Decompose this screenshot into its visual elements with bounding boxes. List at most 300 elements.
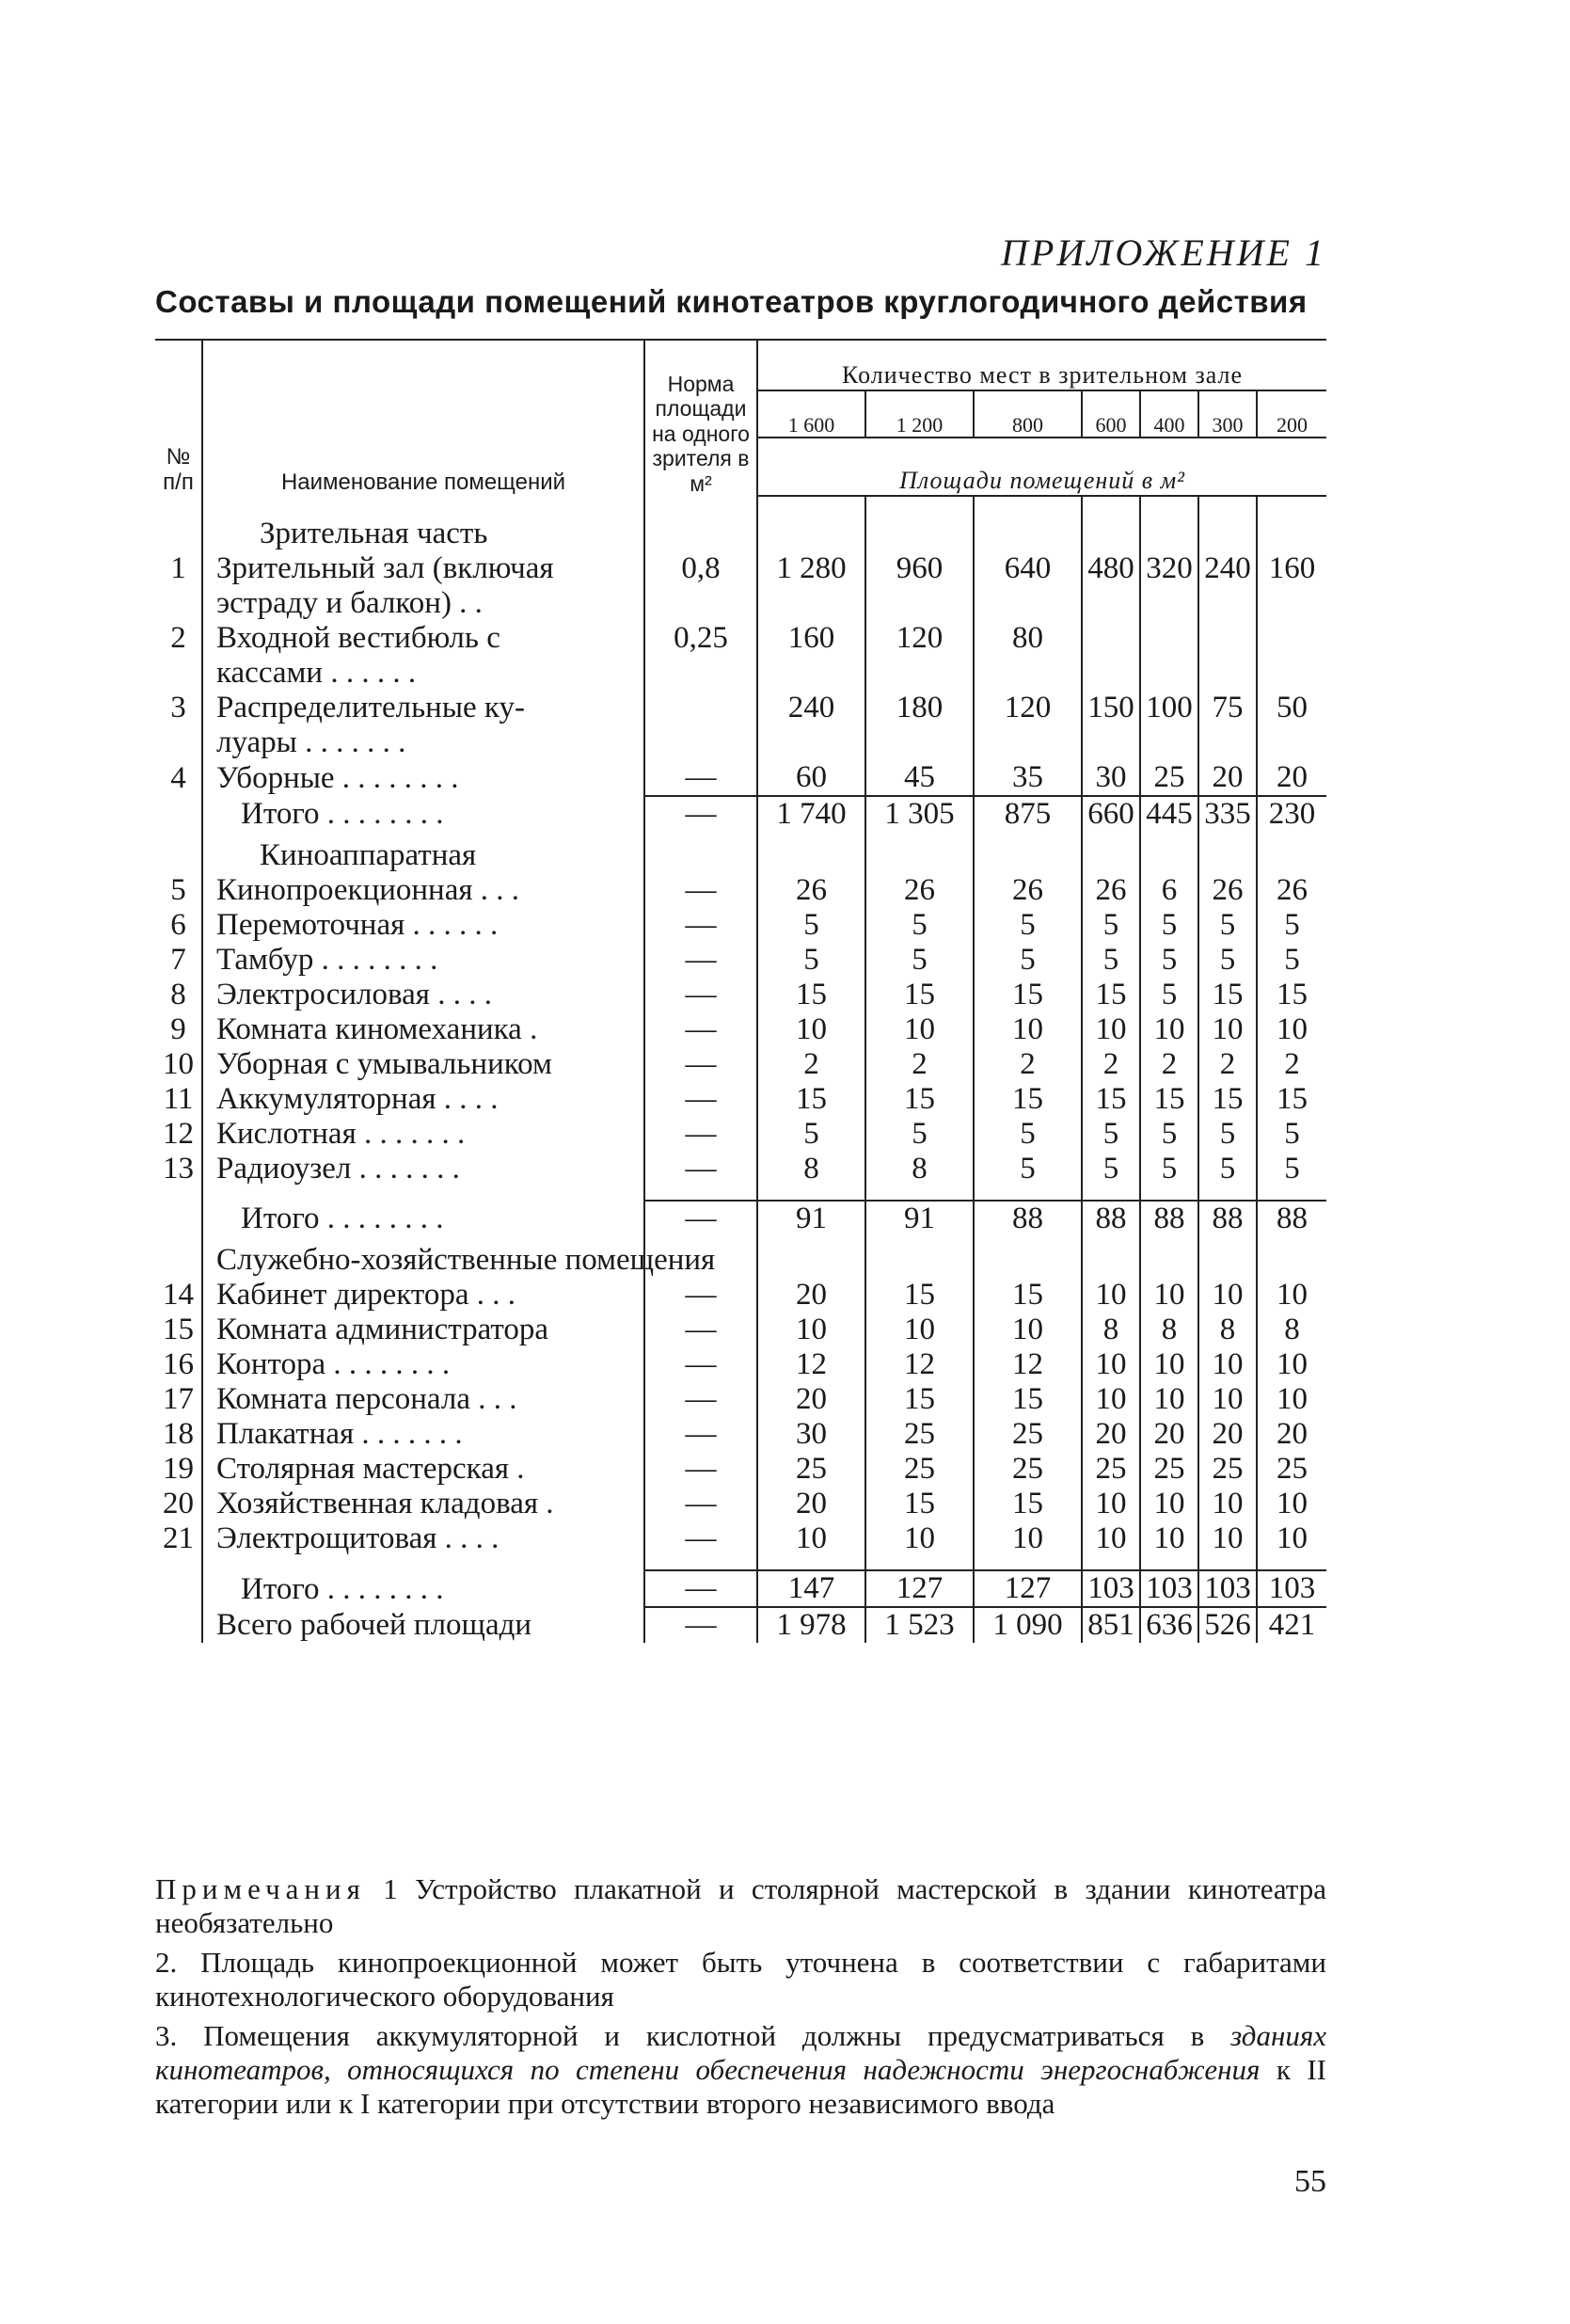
row-value: 103 [1140,1570,1198,1607]
row-name: Контора . . . . . . . . [202,1347,644,1382]
row-norm: — [644,1278,757,1313]
row-value: 10 [1140,1521,1198,1556]
row-num: 8 [155,978,202,1012]
row-value: 526 [1198,1607,1257,1643]
row-value: 10 [1082,1347,1140,1382]
row-num [155,832,202,873]
row-norm: — [644,1012,757,1047]
row-value: 26 [757,873,865,908]
row-value [1198,510,1257,551]
row-value: 230 [1257,796,1326,832]
row-value: 103 [1198,1570,1257,1607]
row-value: 10 [757,1313,865,1347]
row-value: 15 [757,978,865,1012]
row-num [155,1570,202,1607]
row-value [1140,1186,1198,1201]
row-num: 21 [155,1521,202,1556]
row-norm [644,691,757,725]
row-value [1082,1556,1140,1570]
row-value [1198,1186,1257,1201]
row-value: 10 [1198,1521,1257,1556]
table-row [155,1521,1326,1556]
row-name: Распределительные ку- [202,691,644,725]
row-norm [644,1186,757,1201]
note-2: 2. Площадь кинопроекционной может быть уточнена в соответствии с габаритами кинотехнологического оборудования [155,1946,1326,2013]
row-value: 240 [757,691,865,725]
row-value: 5 [1082,943,1140,978]
row-value [1257,832,1326,873]
row-value [974,586,1082,621]
table-row [155,1082,1326,1117]
row-value [974,1556,1082,1570]
row-value: 5 [1198,1152,1257,1186]
row-value [1198,725,1257,760]
row-value [865,1236,974,1278]
row-num: 3 [155,691,202,725]
row-value [974,1186,1082,1201]
row-num [155,586,202,621]
row-norm: — [644,1382,757,1417]
row-value: 15 [865,1487,974,1521]
row-name [202,1556,644,1570]
row-num: 13 [155,1152,202,1186]
row-num [155,796,202,832]
row-value [865,725,974,760]
row-norm: — [644,1152,757,1186]
notes-label: Примечания [155,1872,366,1905]
row-value [974,496,1082,510]
row-value: 421 [1257,1607,1326,1643]
row-name-continued: эстраду и балкон) . . [202,586,644,621]
row-name: Хозяйственная кладовая . [202,1487,644,1521]
row-value: 5 [1140,978,1198,1012]
row-norm: — [644,760,757,796]
row-norm: — [644,1201,757,1236]
row-value [757,1556,865,1570]
header-num: № п/п [155,340,202,496]
row-value: 160 [1268,551,1316,585]
row-value: 15 [974,1278,1082,1313]
row-norm: 0,8 [644,551,757,586]
row-value: 10 [1198,1278,1257,1313]
row-value: 10 [974,1313,1082,1347]
row-value: 180 [865,691,974,725]
row-num: 18 [155,1417,202,1452]
row-name: Итого . . . . . . . . [202,796,644,832]
row-value [1257,496,1326,510]
row-norm: — [644,978,757,1012]
row-value: 10 [1277,1278,1308,1312]
row-value: 5 [1082,908,1140,943]
row-value: 2 [757,1047,865,1082]
table-row [155,943,1326,978]
row-value [1082,586,1140,621]
row-value: 5 [1198,1117,1257,1152]
table-row [155,1347,1326,1382]
row-value: 160 [757,621,865,656]
section-title: Киноаппаратная [202,832,644,873]
row-value [1257,621,1326,656]
row-value: 640 [974,551,1082,586]
table-row-continuation [155,586,1326,621]
row-value: 15 [1140,1082,1198,1117]
row-num [155,496,202,510]
row-norm: — [644,1313,757,1347]
table-row [155,1117,1326,1152]
row-value: 103 [1257,1570,1326,1607]
table-row [155,1313,1326,1347]
row-value: 10 [1140,1382,1198,1417]
row-value: 15 [974,1082,1082,1117]
row-value: 5 [1140,1117,1198,1152]
table-row [155,873,1326,908]
row-norm [644,656,757,691]
row-value: 15 [1277,978,1308,1011]
row-value: 80 [974,621,1082,656]
spacer-row [155,1186,1326,1201]
row-value [974,832,1082,873]
row-value: 100 [1140,691,1198,725]
row-value: 10 [1082,1521,1140,1556]
row-value: 5 [1198,943,1257,978]
row-value: 20 [1277,1417,1308,1451]
row-value: 30 [1082,760,1140,796]
row-value: 26 [1198,873,1257,908]
row-name [202,1186,644,1201]
row-value [974,510,1082,551]
table-row [155,1278,1326,1313]
row-value: 2 [1284,1047,1300,1081]
row-num [155,1607,202,1643]
table-row [155,691,1326,725]
row-value: 15 [974,1382,1082,1417]
row-value: 1 305 [865,796,974,832]
row-value: 5 [865,1117,974,1152]
row-value [757,1236,865,1278]
row-value [757,656,865,691]
row-name: Тамбур . . . . . . . . [202,943,644,978]
table-row [155,1382,1326,1417]
row-value: 10 [1082,1487,1140,1521]
row-value [974,725,1082,760]
row-value: 75 [1198,691,1257,725]
row-value [1140,1236,1198,1278]
row-norm: — [644,796,757,832]
row-name: Комната киномеханика . [202,1012,644,1047]
row-norm: 0,25 [644,621,757,656]
row-value: 2 [1082,1047,1140,1082]
row-value: 88 [974,1201,1082,1236]
row-name: Кабинет директора . . . [202,1278,644,1313]
row-value: 1 740 [757,796,865,832]
row-value: 335 [1198,796,1257,832]
row-norm: — [644,1082,757,1117]
row-value: 10 [1140,1487,1198,1521]
row-norm [644,1556,757,1570]
row-num [155,725,202,760]
row-value [1140,725,1198,760]
row-value [1198,656,1257,691]
row-num: 7 [155,943,202,978]
row-value: 120 [865,621,974,656]
row-value [974,1236,1082,1278]
row-value: 1 280 [757,551,865,586]
row-value: 20 [1198,760,1257,796]
row-norm [644,496,757,510]
row-norm: — [644,1487,757,1521]
row-name: Итого . . . . . . . . [202,1201,644,1236]
table-row [155,1607,1326,1643]
row-norm [644,510,757,551]
row-num: 20 [155,1487,202,1521]
row-value: 5 [757,1117,865,1152]
row-value [1257,510,1326,551]
row-norm: — [644,1607,757,1643]
table-row [155,908,1326,943]
row-value: 26 [1277,873,1308,907]
row-value: 2 [865,1047,974,1082]
row-value [757,496,865,510]
row-value: 8 [757,1152,865,1186]
section-row [155,1236,1326,1278]
row-value: 103 [1082,1570,1140,1607]
row-num: 16 [155,1347,202,1382]
row-value: 25 [1140,760,1198,796]
row-value: 88 [1140,1201,1198,1236]
row-value [974,656,1082,691]
row-value: 15 [865,1082,974,1117]
table-row [155,1417,1326,1452]
row-value: 26 [865,873,974,908]
row-value: 2 [974,1047,1082,1082]
row-num: 12 [155,1117,202,1152]
row-num: 17 [155,1382,202,1417]
row-value: 15 [865,978,974,1012]
row-value: 10 [974,1521,1082,1556]
row-value: 25 [1198,1452,1257,1487]
row-value [1082,656,1140,691]
appendix-label: ПРИЛОЖЕНИЕ 1 [1001,231,1326,274]
row-value [865,832,974,873]
row-value: 20 [757,1382,865,1417]
row-value: 480 [1082,551,1140,586]
row-norm: — [644,1521,757,1556]
row-value: 8 [1198,1313,1257,1347]
row-value: 8 [865,1152,974,1186]
row-value: 15 [1198,1082,1257,1117]
row-name: Электросиловая . . . . [202,978,644,1012]
row-value: 20 [1198,1417,1257,1452]
table-title: Составы и площади помещений кинотеатров круглогодичного действия [155,284,1308,319]
row-name: Уборная с умывальником [202,1047,644,1082]
row-value: 8 [1140,1313,1198,1347]
row-value [1257,586,1326,621]
header-seat: 400 [1140,390,1198,438]
table-row [155,1452,1326,1487]
row-value: 88 [1082,1201,1140,1236]
notes [155,1872,1326,2126]
row-norm: — [644,873,757,908]
row-value [1257,725,1326,760]
row-num: 4 [155,760,202,796]
header-seat: 300 [1198,390,1257,438]
row-value [865,1186,974,1201]
row-value: 8 [1082,1313,1140,1347]
row-value [1257,1556,1326,1570]
row-value [1198,621,1257,656]
row-value: 5 [1140,943,1198,978]
row-value: 5 [1082,1152,1140,1186]
row-value: 25 [865,1452,974,1487]
row-value: 20 [1277,760,1308,794]
row-name: Комната персонала . . . [202,1382,644,1417]
row-value: 15 [865,1382,974,1417]
row-value: 15 [974,1487,1082,1521]
row-value: 25 [974,1417,1082,1452]
row-value: 5 [1198,908,1257,943]
row-value: 5 [1140,1152,1198,1186]
row-value: 1 978 [757,1607,865,1643]
header-name: Наименование помещений [202,340,644,496]
section-row [155,832,1326,873]
header-norm: Норма площади на одного зрителя в м² [644,340,757,496]
row-value: 20 [1082,1417,1140,1452]
row-value: 8 [1284,1313,1300,1346]
row-value [1140,510,1198,551]
row-norm: — [644,1570,757,1607]
table-row [155,1487,1326,1521]
row-value: 5 [974,908,1082,943]
row-value: 5 [865,943,974,978]
row-num: 11 [155,1082,202,1117]
row-value: 1 090 [974,1607,1082,1643]
row-value: 851 [1082,1607,1140,1643]
row-value: 12 [974,1347,1082,1382]
row-name: Входной вестибюль с [202,621,644,656]
row-value [757,586,865,621]
row-value: 120 [974,691,1082,725]
row-value: 5 [974,943,1082,978]
section-title: Служебно-хозяйственные помещения [202,1236,644,1278]
row-name [202,496,644,510]
table-row [155,1152,1326,1186]
row-value: 25 [974,1452,1082,1487]
row-num [155,1556,202,1570]
row-name: Всего рабочей площади [202,1607,644,1643]
row-value [1082,496,1140,510]
row-value: 15 [757,1082,865,1117]
row-value: 15 [865,1278,974,1313]
row-num: 15 [155,1313,202,1347]
row-value: 88 [1198,1201,1257,1236]
row-norm: — [644,1452,757,1487]
row-value [1198,1556,1257,1570]
row-value: 10 [1198,1347,1257,1382]
row-norm: — [644,1047,757,1082]
header-capacity: Количество мест в зрительном зале [757,340,1326,390]
table-row [155,551,1326,586]
row-value: 10 [865,1521,974,1556]
header-seat: 600 [1082,390,1140,438]
row-value: 147 [757,1570,865,1607]
row-value [757,725,865,760]
row-name: Комната администратора [202,1313,644,1347]
row-value [865,1556,974,1570]
row-num: 6 [155,908,202,943]
row-value: 6 [1140,873,1198,908]
row-value: 445 [1140,796,1198,832]
table-row-continuation [155,656,1326,691]
row-value: 127 [865,1570,974,1607]
row-value [757,510,865,551]
row-value [1198,586,1257,621]
row-num: 10 [155,1047,202,1082]
row-norm: — [644,1417,757,1452]
row-name-continued: луары . . . . . . . [202,725,644,760]
row-value [1140,496,1198,510]
row-value [1140,586,1198,621]
row-value: 12 [757,1347,865,1382]
row-value [1082,832,1140,873]
rooms-table [155,339,1326,1643]
row-value: 30 [757,1417,865,1452]
row-value: 10 [1277,1521,1308,1555]
row-value: 5 [757,943,865,978]
row-value: 15 [1082,1082,1140,1117]
row-norm [644,725,757,760]
row-value: 10 [1198,1487,1257,1521]
page-number: 55 [1294,2164,1326,2199]
spacer-row [155,496,1326,510]
row-value: 25 [1140,1452,1198,1487]
row-num [155,656,202,691]
row-value: 91 [757,1201,865,1236]
row-value: 10 [1198,1382,1257,1417]
row-name: Плакатная . . . . . . . [202,1417,644,1452]
table-row [155,1047,1326,1082]
note-3-text-b: зданиях кинотеатров, относящихся по степени обеспечения надежности энергоснабжения [155,2019,1326,2086]
row-value [1257,656,1326,691]
row-value [1082,725,1140,760]
row-value: 127 [974,1570,1082,1607]
table-row [155,1570,1326,1607]
row-value [1140,656,1198,691]
row-norm [644,586,757,621]
row-num [155,510,202,551]
header-seat: 800 [974,390,1082,438]
row-value [865,496,974,510]
note-1-text: 1 Устройство плакатной и столярной мастерской в здании кинотеатра необязательно [155,1872,1326,1939]
row-name: Кислотная . . . . . . . [202,1117,644,1152]
row-value [1140,1556,1198,1570]
row-value: 5 [865,908,974,943]
row-value: 10 [865,1012,974,1047]
row-value: 875 [974,796,1082,832]
row-norm: — [644,908,757,943]
row-value: 10 [1082,1278,1140,1313]
row-value: 150 [1082,691,1140,725]
row-value [1140,621,1198,656]
row-value: 10 [974,1012,1082,1047]
row-num: 9 [155,1012,202,1047]
row-value: 15 [1198,978,1257,1012]
row-name: Зрительный зал (включая [202,551,644,586]
section-title: Зрительная часть [202,510,644,551]
row-value [1082,621,1140,656]
row-value: 45 [865,760,974,796]
row-value: 15 [974,978,1082,1012]
row-value [1257,1186,1326,1201]
